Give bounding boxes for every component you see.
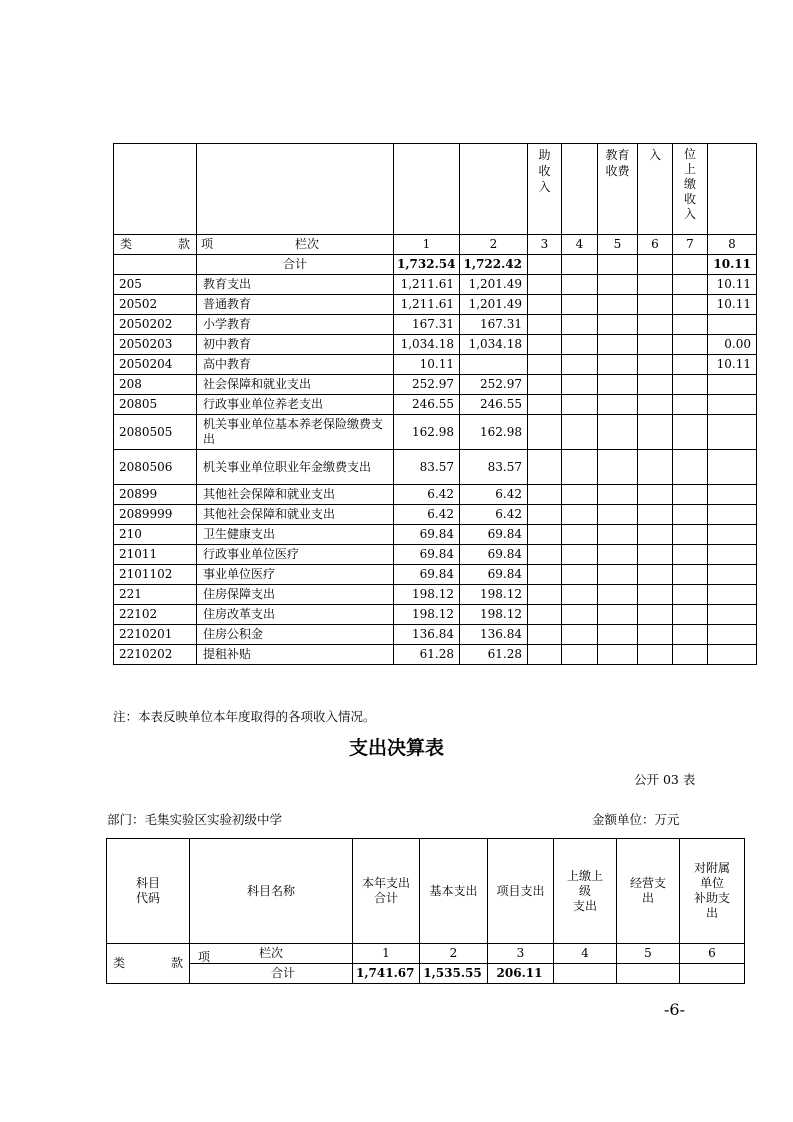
income-row (114, 505, 757, 525)
row-c2: 246.55 (460, 395, 528, 415)
lanci-label: 栏次 (294, 237, 319, 251)
col-index: 1 (353, 944, 420, 964)
row-c1: 6.42 (394, 485, 460, 505)
row-name: 行政事业单位养老支出 (197, 395, 394, 415)
row-code: 205 (114, 275, 197, 295)
income-row (114, 295, 757, 315)
subject-code-header: 科目 代码 (107, 839, 190, 944)
row-c8 (708, 415, 757, 450)
row-name: 其他社会保障和就业支出 (197, 505, 394, 525)
row-c1: 69.84 (394, 545, 460, 565)
row-code: 208 (114, 375, 197, 395)
row-c1: 10.11 (394, 355, 460, 375)
row-c2: 198.12 (460, 605, 528, 625)
row-c2: 136.84 (460, 625, 528, 645)
xiang-label: 项 (201, 237, 214, 251)
row-c8 (708, 565, 757, 585)
row-name: 住房改革支出 (197, 605, 394, 625)
income-row (114, 625, 757, 645)
income-row (114, 315, 757, 335)
col3-header: 助 收 入 (528, 144, 562, 235)
row-c2 (460, 355, 528, 375)
row-name: 其他社会保障和就业支出 (197, 485, 394, 505)
col-index: 2 (420, 944, 488, 964)
row-c8: 10.11 (708, 355, 757, 375)
income-header-row (114, 144, 757, 235)
income-row (114, 585, 757, 605)
row-name: 事业单位医疗 (197, 565, 394, 585)
income-row (114, 545, 757, 565)
lanci-label: 栏次 (258, 946, 283, 960)
total-c1: 1,741.67 (353, 964, 420, 984)
total-label: 合计 (270, 966, 295, 980)
income-row (114, 605, 757, 625)
income-row (114, 485, 757, 505)
row-name: 高中教育 (197, 355, 394, 375)
row-name: 住房保障支出 (197, 585, 394, 605)
expense-header-row (107, 839, 745, 944)
row-name: 行政事业单位医疗 (197, 545, 394, 565)
remit-header: 上缴上 级 支出 (554, 839, 617, 944)
row-c1: 83.57 (394, 450, 460, 485)
row-c1: 1,211.61 (394, 295, 460, 315)
row-c8 (708, 545, 757, 565)
income-row (114, 450, 757, 485)
row-c8 (708, 450, 757, 485)
income-row (114, 645, 757, 665)
row-name: 普通教育 (197, 295, 394, 315)
col5-header: 教育 收费 (598, 144, 638, 235)
row-name: 教育支出 (197, 275, 394, 295)
row-code: 210 (114, 525, 197, 545)
income-row (114, 525, 757, 545)
income-table (113, 143, 757, 665)
income-row (114, 565, 757, 585)
row-name: 小学教育 (197, 315, 394, 335)
expense-total-row (107, 964, 745, 984)
row-c1: 69.84 (394, 565, 460, 585)
lei-label: 类 (120, 237, 133, 251)
row-code: 2210202 (114, 645, 197, 665)
row-name: 初中教育 (197, 335, 394, 355)
col-index: 5 (617, 944, 680, 964)
income-subheader-row (114, 235, 757, 255)
basic-header: 基本支出 (420, 839, 488, 944)
row-code: 2050204 (114, 355, 197, 375)
col-index: 7 (673, 235, 708, 255)
subject-name-header: 科目名称 (190, 839, 353, 944)
col-index: 1 (394, 235, 460, 255)
row-c2: 6.42 (460, 505, 528, 525)
kuan-label: 款 (177, 237, 190, 251)
row-code: 21011 (114, 545, 197, 565)
row-c8 (708, 395, 757, 415)
row-c8 (708, 375, 757, 395)
row-c1: 167.31 (394, 315, 460, 335)
row-c2: 167.31 (460, 315, 528, 335)
row-c2: 162.98 (460, 415, 528, 450)
unit-label: 金额单位：万元 (592, 812, 680, 827)
total-label: 合计 (197, 255, 394, 275)
row-c8 (708, 315, 757, 335)
row-c2: 69.84 (460, 525, 528, 545)
row-code: 20899 (114, 485, 197, 505)
expense-table (106, 838, 745, 984)
row-c8: 0.00 (708, 335, 757, 355)
row-c8 (708, 525, 757, 545)
row-c1: 6.42 (394, 505, 460, 525)
col6-header: 入 (638, 144, 673, 235)
row-c1: 198.12 (394, 605, 460, 625)
row-c2: 83.57 (460, 450, 528, 485)
total-header: 本年支出 合计 (353, 839, 420, 944)
table-note: 注：本表反映单位本年度取得的各项收入情况。 (113, 709, 376, 724)
row-c1: 1,034.18 (394, 335, 460, 355)
income-total-row (114, 255, 757, 275)
income-row (114, 375, 757, 395)
income-row (114, 335, 757, 355)
row-code: 2080505 (114, 415, 197, 450)
row-c2: 1,201.49 (460, 275, 528, 295)
row-name: 提租补贴 (197, 645, 394, 665)
income-row (114, 415, 757, 450)
col-index: 4 (562, 235, 598, 255)
row-c2: 1,201.49 (460, 295, 528, 315)
row-code: 2080506 (114, 450, 197, 485)
row-code: 2210201 (114, 625, 197, 645)
subsidiary-header: 对附属 单位 补助支 出 (680, 839, 745, 944)
col-index: 6 (638, 235, 673, 255)
row-c2: 69.84 (460, 545, 528, 565)
income-row (114, 395, 757, 415)
row-c8 (708, 505, 757, 525)
row-code: 2050203 (114, 335, 197, 355)
total-c2: 1,535.55 (420, 964, 488, 984)
row-c1: 162.98 (394, 415, 460, 450)
row-code: 20502 (114, 295, 197, 315)
row-code: 221 (114, 585, 197, 605)
kuan-label: 款 (170, 956, 183, 970)
row-name: 卫生健康支出 (197, 525, 394, 545)
col-index: 4 (554, 944, 617, 964)
page-number: -6- (664, 1000, 685, 1019)
row-name: 住房公积金 (197, 625, 394, 645)
row-c8 (708, 625, 757, 645)
row-name: 社会保障和就业支出 (197, 375, 394, 395)
row-c1: 61.28 (394, 645, 460, 665)
total-c8: 10.11 (708, 255, 757, 275)
row-c8: 10.11 (708, 275, 757, 295)
row-c1: 198.12 (394, 585, 460, 605)
col-index: 3 (528, 235, 562, 255)
row-code: 2050202 (114, 315, 197, 335)
row-c2: 69.84 (460, 565, 528, 585)
row-c8: 10.11 (708, 295, 757, 315)
total-c3: 206.11 (488, 964, 554, 984)
row-code: 22102 (114, 605, 197, 625)
row-c2: 61.28 (460, 645, 528, 665)
col-index: 2 (460, 235, 528, 255)
row-c8 (708, 485, 757, 505)
total-c1: 1,732.54 (394, 255, 460, 275)
project-header: 项目支出 (488, 839, 554, 944)
total-c2: 1,722.42 (460, 255, 528, 275)
page-title: 支出决算表 (348, 737, 444, 759)
row-code: 2089999 (114, 505, 197, 525)
row-c2: 1,034.18 (460, 335, 528, 355)
col7-header: 位 上 缴 收 入 (673, 144, 708, 235)
xiang-label: 项 (197, 950, 210, 964)
row-c8 (708, 605, 757, 625)
department-label: 部门：毛集实验区实验初级中学 (107, 812, 283, 827)
row-c1: 1,211.61 (394, 275, 460, 295)
income-row (114, 355, 757, 375)
col-index: 6 (680, 944, 745, 964)
income-row (114, 275, 757, 295)
business-header: 经营支 出 (617, 839, 680, 944)
col-index: 3 (488, 944, 554, 964)
row-c1: 136.84 (394, 625, 460, 645)
row-code: 20805 (114, 395, 197, 415)
row-c2: 252.97 (460, 375, 528, 395)
row-c2: 6.42 (460, 485, 528, 505)
row-c1: 69.84 (394, 525, 460, 545)
row-c1: 252.97 (394, 375, 460, 395)
row-c2: 198.12 (460, 585, 528, 605)
lei-label: 类 (113, 956, 126, 970)
row-c8 (708, 585, 757, 605)
row-c1: 246.55 (394, 395, 460, 415)
col-index: 8 (708, 235, 757, 255)
col-index: 5 (598, 235, 638, 255)
row-name: 机关事业单位职业年金缴费支出 (197, 450, 394, 485)
row-c8 (708, 645, 757, 665)
row-code: 2101102 (114, 565, 197, 585)
table-code: 公开 03 表 (634, 772, 696, 787)
row-name: 机关事业单位基本养老保险缴费支出 (197, 415, 394, 450)
